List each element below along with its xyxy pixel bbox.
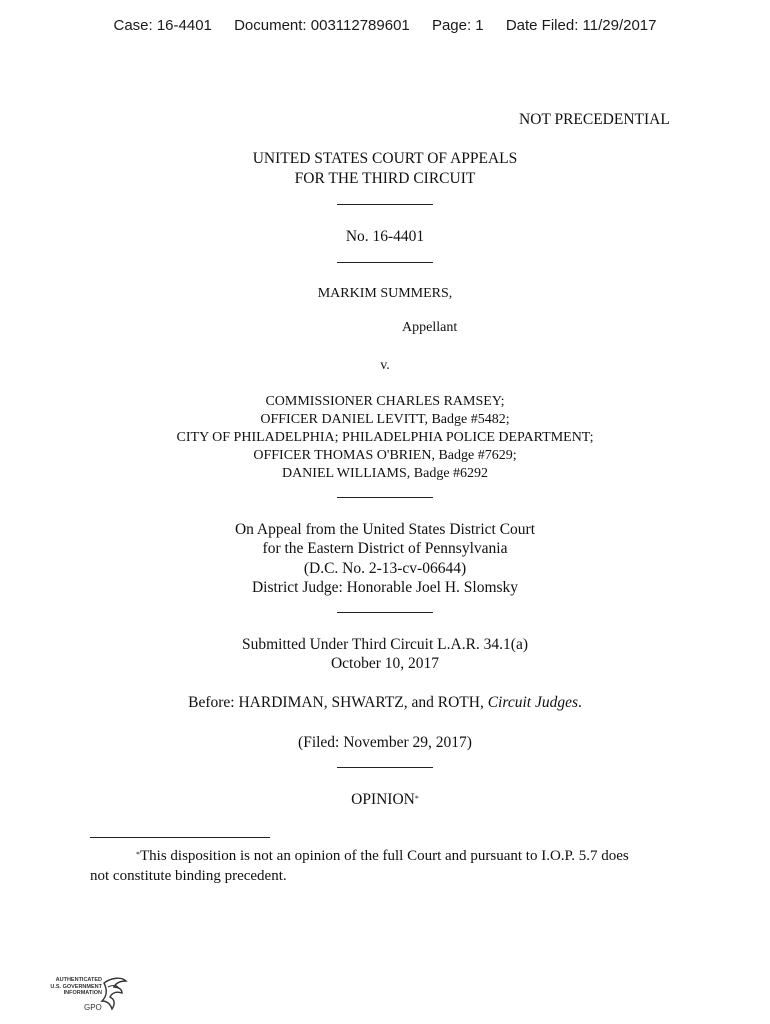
docket-number: No. 16-4401 [345,228,425,245]
page-number-header: Page: 1 [431,17,484,34]
footnote-line1 [90,846,690,866]
seal-text-line: AUTHENTICATED [55,977,102,983]
not-precedential-label: NOT PRECEDENTIAL [519,111,670,128]
divider [337,497,433,498]
submitted-line1: Submitted Under Third Circuit L.A.R. 34.1(a) [242,636,528,653]
court-name-line1: UNITED STATES COURT OF APPEALS [252,150,518,167]
date-filed-header: Date Filed: 11/29/2017 [505,17,657,34]
panel-judges [0,694,770,712]
seal-text-line: INFORMATION [63,990,102,996]
court-name-line2: FOR THE THIRD CIRCUIT [294,170,476,187]
seal-gpo: GPO [84,1003,102,1012]
panel-prefix: Before: HARDIMAN, SHWARTZ, and ROTH, [188,694,488,711]
appellee-line: DANIEL WILLIAMS, Badge #6292 [281,466,489,481]
versus: v. [380,358,390,373]
divider [337,612,433,613]
seal-text [44,977,102,997]
panel-suffix: . [577,694,582,711]
appeal-line: District Judge: Honorable Joel H. Slomsky [251,579,519,596]
document-header [0,17,770,34]
appellant-role: Appellant [402,320,458,335]
document-number-header: Document: 003112789601 [234,17,410,34]
appellee-line: OFFICER DANIEL LEVITT, Badge #5482; [260,412,510,427]
appeal-line: On Appeal from the United States District Court [234,521,536,538]
footnote-text: This disposition is not an opinion of the full Court and pursuant to I.O.P. 5.7 does [140,848,629,864]
footnote [90,846,690,886]
panel-title: Circuit Judges [487,694,578,711]
submitted-line2: October 10, 2017 [330,655,440,672]
gpo-authentication-seal [44,975,134,1017]
appellee-line: COMMISSIONER CHARLES RAMSEY; [265,394,505,409]
footnote-marker: * [136,850,140,859]
footnote-divider [90,837,270,838]
divider [337,204,433,205]
appellee-line: CITY OF PHILADELPHIA; PHILADELPHIA POLICE DEPARTMENT; [176,430,594,445]
appellee-line: OFFICER THOMAS O'BRIEN, Badge #7629; [253,448,517,463]
eagle-icon [100,975,130,1017]
footnote-marker: * [414,794,419,803]
opinion-heading [0,791,770,809]
appellant-name: MARKIM SUMMERS, [317,286,453,301]
appeal-line: (D.C. No. 2-13-cv-06644) [303,560,467,577]
divider [337,262,433,263]
seal-text-line: U.S. GOVERNMENT [50,983,102,990]
filed-date: (Filed: November 29, 2017) [298,734,472,751]
opinion-title: OPINION [351,791,415,808]
appeal-line: for the Eastern District of Pennsylvania [262,540,508,557]
case-number-header: Case: 16-4401 [113,17,212,34]
footnote-line2: not constitute binding precedent. [90,868,287,884]
divider [337,767,433,768]
